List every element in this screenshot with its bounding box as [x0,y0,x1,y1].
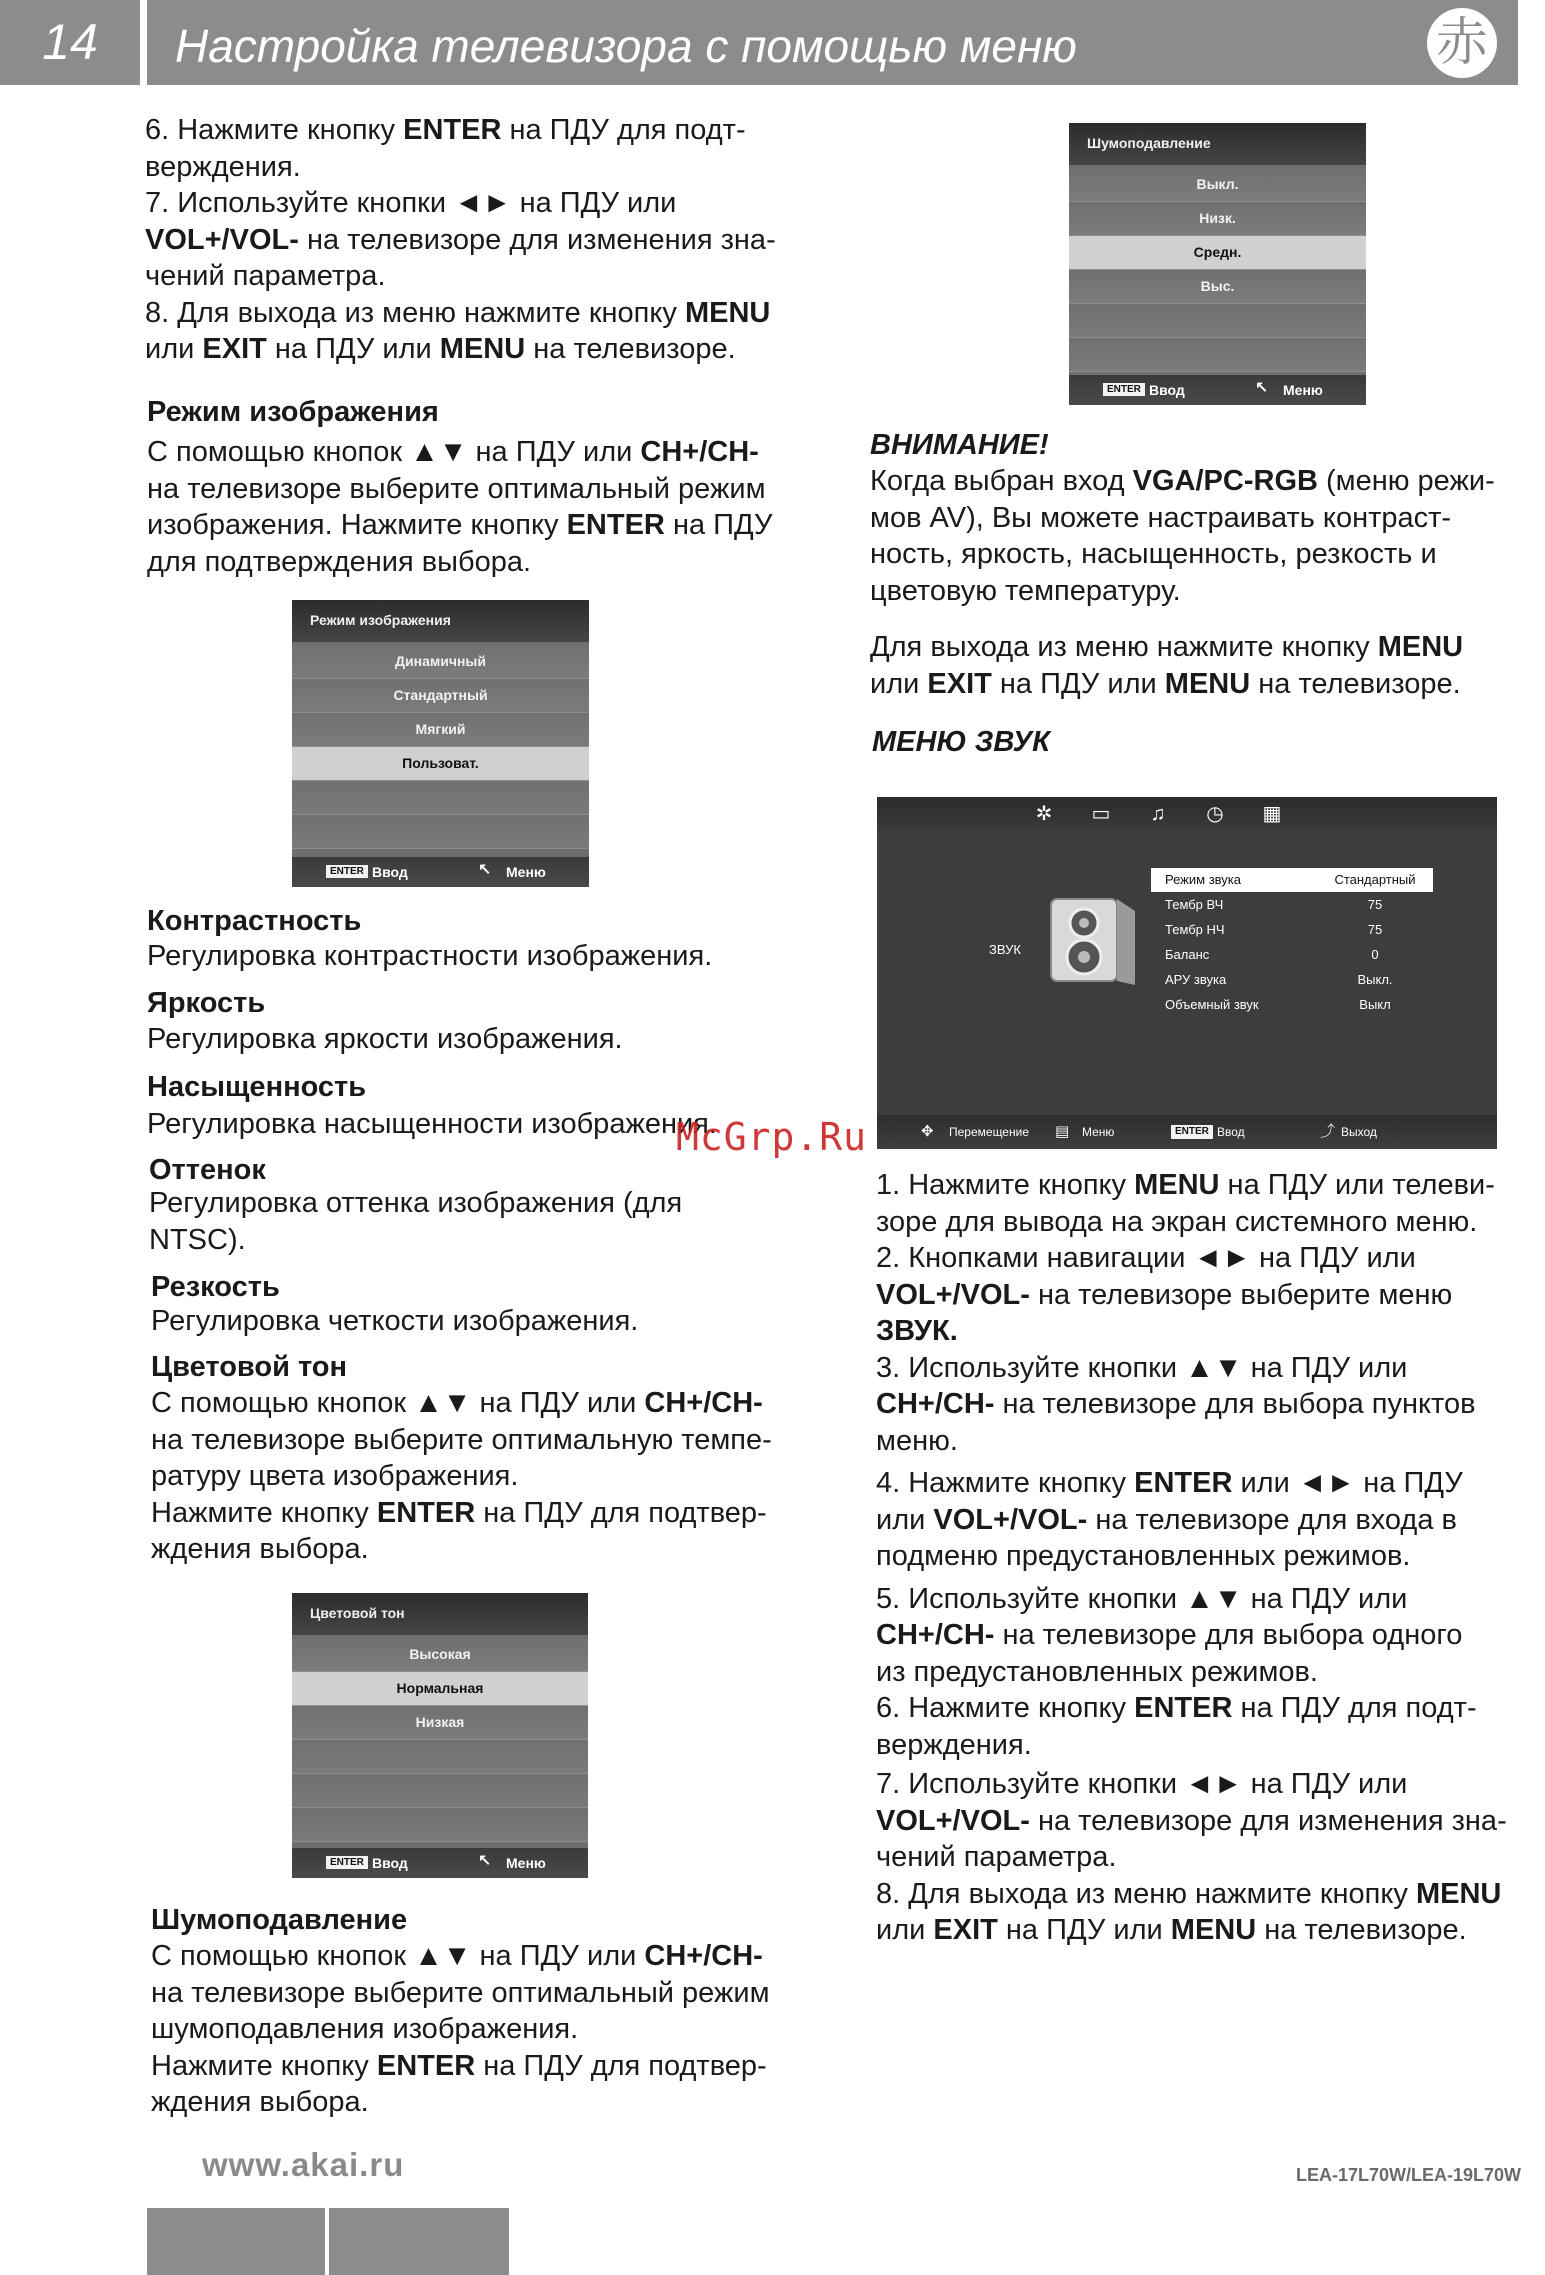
sound-menu-title: МЕНЮ ЗВУК [872,726,1050,758]
sound-menu-tabs [877,797,1497,831]
sound-row-selected[interactable]: Режим звука Стандартный [1151,868,1433,892]
menu-item-selected[interactable]: Нормальная [292,1672,588,1706]
noise-menu [1069,123,1366,405]
grid-icon[interactable]: ▦ [1262,803,1282,825]
brightness-heading: Яркость [147,987,266,1019]
move-label: Перемещение [949,1125,1029,1139]
menu-title: Шумоподавление [1069,123,1366,165]
sharpness-heading: Резкость [151,1271,280,1303]
attention-text: Когда выбран вход VGA/PC-RGB (меню режи- мов AV), Вы можете настраивать контраст- ность, яркость, насыщенность, резкость и цветовую температуру. [870,465,1495,607]
enter-label: Ввод [1149,382,1185,398]
model-number: LEA-17L70W/LEA-19L70W [1296,2165,1522,2185]
sound-menu-footer [877,1115,1497,1149]
menu-empty-row [292,1808,588,1842]
enter-key-icon: ENTER [326,1856,368,1869]
menu-empty-row [292,781,589,815]
tint-text: Регулировка оттенка изображения (для NTSC). [149,1187,683,1256]
color-temp-heading: Цветовой тон [151,1351,348,1383]
enter-key-icon: ENTER [1103,383,1145,396]
menu-label: Меню [506,1855,546,1871]
menu-label: Меню [1082,1125,1115,1139]
sound-category-label: ЗВУК [989,942,1021,957]
menu-item[interactable]: Стандартный [292,679,589,713]
contrast-heading: Контрастность [147,905,362,937]
menu-item[interactable]: Низкая [292,1706,588,1740]
menu-title: Цветовой тон [292,1593,588,1635]
menu-label: Меню [1283,382,1323,398]
brand-logo [1406,0,1518,85]
sound-steps: 1. Нажмите кнопку MENU на ПДУ или телеви- зоре для вывода на экран системного меню. 2. Кнопками навигации ◄► на ПДУ или VOL+/VOL- на телевизоре выберите меню ЗВУК. 3. Используйте кнопки ▲▼ на ПДУ или CH+/CH- на телевизоре для выбора пунктов меню. 4. Нажмите кнопку ENTER или ◄► на ПДУ или VOL+/VOL- на телевизоре для входа в подменю предустановленных режимов. 5. Используйте кнопки ▲▼ на ПДУ или CH+/CH- на телевизоре для выбора одного из предустановленных режимов. 6. Нажмите кнопку ENTER на ПДУ для подт- верждения. 7. Используйте кнопки ◄► на ПДУ или VOL+/VOL- на телевизоре для изменения зна- чений параметра. 8. Для выхода из меню нажмите кнопку MENU или EXIT на ПДУ или MENU на телевизоре. [876,1169,1507,1946]
page-number: 14 [0,0,140,85]
menu-empty-row [1069,338,1366,372]
sound-row[interactable]: Тембр НЧ 75 [1165,922,1383,937]
sound-row[interactable]: Объемный звук Выкл [1165,997,1391,1012]
noise-heading: Шумоподавление [151,1904,408,1936]
exit-text: Для выхода из меню нажмите кнопку MENU или EXIT на ПДУ или MENU на телевизоре. [870,631,1464,700]
return-icon: ↖ [1255,380,1269,397]
footer-block [147,2208,325,2275]
color-temp-menu [292,1593,588,1878]
brightness-text: Регулировка яркости изображения. [147,1023,623,1055]
enter-label: Ввод [372,1855,408,1871]
return-icon: ↖ [478,1853,492,1870]
menu-footer [292,1848,588,1878]
menu-empty-row [292,815,589,849]
intro-steps: 6. Нажмите кнопку ENTER на ПДУ для подт- верждения. 7. Используйте кнопки ◄► на ПДУ или VOL+/VOL- на телевизоре для изменения зна- чений параметра. 8. Для выхода из меню нажмите кнопку MENU или EXIT на ПДУ или MENU на телевизоре. [145,114,776,365]
tint-heading: Оттенок [149,1154,266,1186]
move-icon: ✥ [921,1123,934,1140]
attention-title: ВНИМАНИЕ! [870,429,1049,461]
menu-item-selected[interactable]: Пользоват. [292,747,589,781]
picture-mode-text: С помощью кнопок ▲▼ на ПДУ или CH+/CH- на телевизоре выберите оптимальный режим изображения. Нажмите кнопку ENTER на ПДУ для подтверждения выбора. [147,436,773,578]
menu-item[interactable]: Мягкий [292,713,589,747]
menu-icon: ▤ [1055,1123,1070,1140]
menu-item-selected[interactable]: Средн. [1069,236,1366,270]
menu-empty-row [292,1740,588,1774]
sound-menu [877,797,1497,1149]
picture-mode-menu [292,600,589,887]
monitor-icon[interactable]: ▭ [1091,803,1111,825]
exit-icon: ⤴ [1320,1123,1336,1140]
sound-row[interactable]: Баланс 0 [1165,947,1379,962]
menu-item[interactable]: Низк. [1069,202,1366,236]
picture-mode-heading: Режим изображения [147,396,439,428]
noise-text: С помощью кнопок ▲▼ на ПДУ или CH+/CH- на телевизоре выберите оптимальный режим шумоподавления изображения. Нажмите кнопку ENTER на ПДУ для подтвер- ждения выбора. [151,1940,770,2118]
saturation-heading: Насыщенность [147,1071,367,1103]
menu-item[interactable]: Выкл. [1069,168,1366,202]
gear-icon[interactable]: ✲ [1035,803,1053,825]
clock-icon[interactable]: ◷ [1206,803,1224,825]
exit-label: Выход [1341,1125,1377,1139]
logo-icon: 赤 [1427,8,1497,78]
sound-row[interactable]: АРУ звука Выкл. [1165,972,1393,987]
music-note-icon[interactable]: ♫ [1150,803,1166,825]
enter-key-icon: ENTER [326,865,368,878]
color-temp-text: С помощью кнопок ▲▼ на ПДУ или CH+/CH- на телевизоре выберите оптимальную темпе- ратуру цвета изображения. Нажмите кнопку ENTER на ПДУ для подтвер- ждения выбора. [151,1387,772,1565]
menu-title: Режим изображения [292,600,589,642]
footer-block [329,2208,509,2275]
sharpness-text: Регулировка четкости изображения. [151,1305,639,1337]
speaker-icon [1043,889,1139,989]
menu-label: Меню [506,864,546,880]
menu-item[interactable]: Высокая [292,1638,588,1672]
watermark: McGrp.Ru [676,1115,868,1159]
menu-footer [1069,375,1366,405]
enter-label: Ввод [372,864,408,880]
page-title: Настройка телевизора с помощью меню [175,20,1077,72]
sound-row[interactable]: Тембр ВЧ 75 [1165,897,1383,912]
return-icon: ↖ [478,862,492,879]
website-link[interactable]: www.akai.ru [202,2146,405,2183]
enter-label: Ввод [1217,1125,1245,1139]
menu-empty-row [1069,304,1366,338]
menu-item[interactable]: Динамичный [292,645,589,679]
contrast-text: Регулировка контрастности изображения. [147,940,713,972]
saturation-text: Регулировка насыщенности изображения. [147,1108,717,1140]
menu-footer [292,857,589,887]
menu-item[interactable]: Выс. [1069,270,1366,304]
header-divider [140,0,147,85]
menu-empty-row [292,1774,588,1808]
enter-key-icon: ENTER [1171,1125,1213,1139]
